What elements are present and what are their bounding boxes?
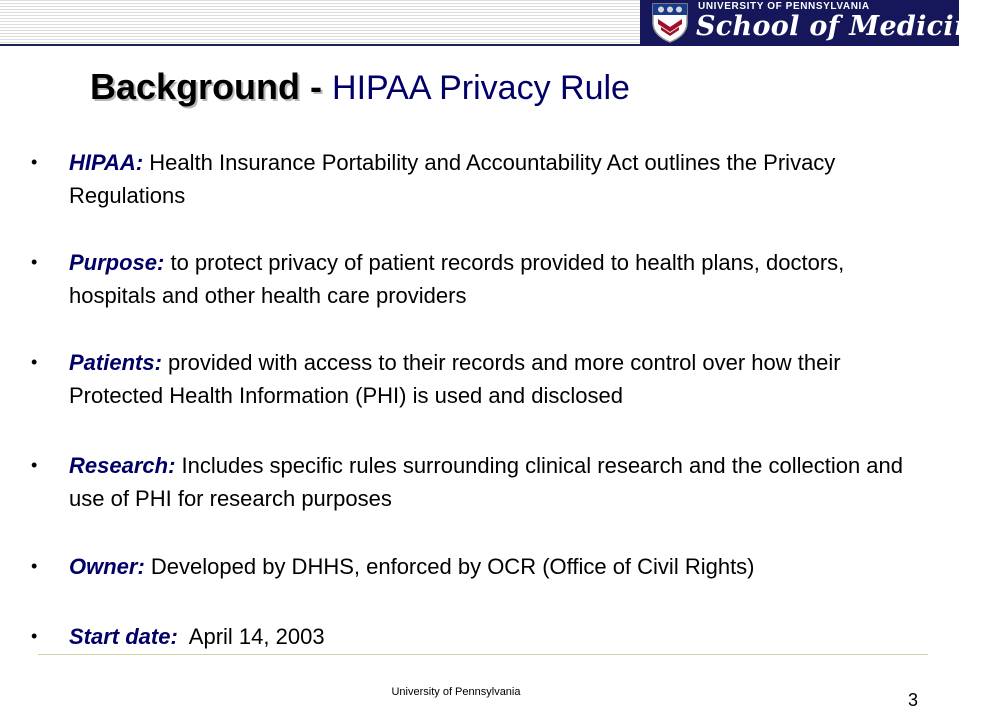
bullet-text: to protect privacy of patient records provided to health plans, doctors, hospitals and other health care providers: [69, 250, 845, 308]
footer-text: University of Pennsylvania: [391, 686, 521, 698]
bullet-label: HIPAA:: [69, 150, 144, 175]
shield-icon: [650, 1, 690, 43]
bullet-label: Start date:: [69, 624, 178, 649]
bullet-dot: •: [31, 252, 38, 272]
bullet-label: Research:: [69, 453, 176, 478]
title-subtitle: HIPAA Privacy Rule: [332, 69, 630, 107]
bullet-text: April 14, 2003: [177, 624, 325, 649]
bullet-dot: •: [31, 352, 38, 372]
bullet-item-patients: [31, 346, 929, 412]
logo-school-text: School of Medicine: [696, 11, 991, 42]
bullet-item-owner: [31, 550, 929, 583]
school-logo: [640, 0, 991, 46]
bullet-item-hipaa: [31, 146, 929, 212]
header-bar: [0, 0, 991, 46]
bullet-label: Patients:: [69, 350, 162, 375]
page-number: 3: [908, 690, 919, 710]
bullet-text: provided with access to their records and more control over how their Protected Health Information (PHI) is used and disclosed: [69, 350, 841, 408]
bullet-item-start-date: [31, 620, 929, 653]
slide-title: [90, 64, 630, 111]
title-separator: -: [300, 66, 333, 107]
bullet-dot: •: [31, 556, 38, 576]
bullet-dot: •: [31, 152, 38, 172]
header-stripes: [0, 0, 640, 44]
title-main: Background: [90, 66, 301, 107]
bullet-item-research: [31, 449, 929, 515]
bullet-text: Developed by DHHS, enforced by OCR (Office of Civil Rights): [144, 554, 755, 579]
bullet-dot: •: [31, 626, 38, 646]
bullet-dot: •: [31, 455, 38, 475]
bullet-text: Includes specific rules surrounding clinical research and the collection and use of PHI for research purposes: [69, 453, 904, 511]
bullet-label: Owner:: [69, 554, 145, 579]
bullet-item-purpose: [31, 246, 929, 312]
bullet-label: Purpose:: [69, 250, 165, 275]
bullet-text: Health Insurance Portability and Accountability Act outlines the Privacy Regulations: [69, 150, 836, 208]
footer-divider: [38, 654, 928, 655]
logo-university-text: UNIVERSITY OF PENNSYLVANIA: [698, 1, 870, 12]
